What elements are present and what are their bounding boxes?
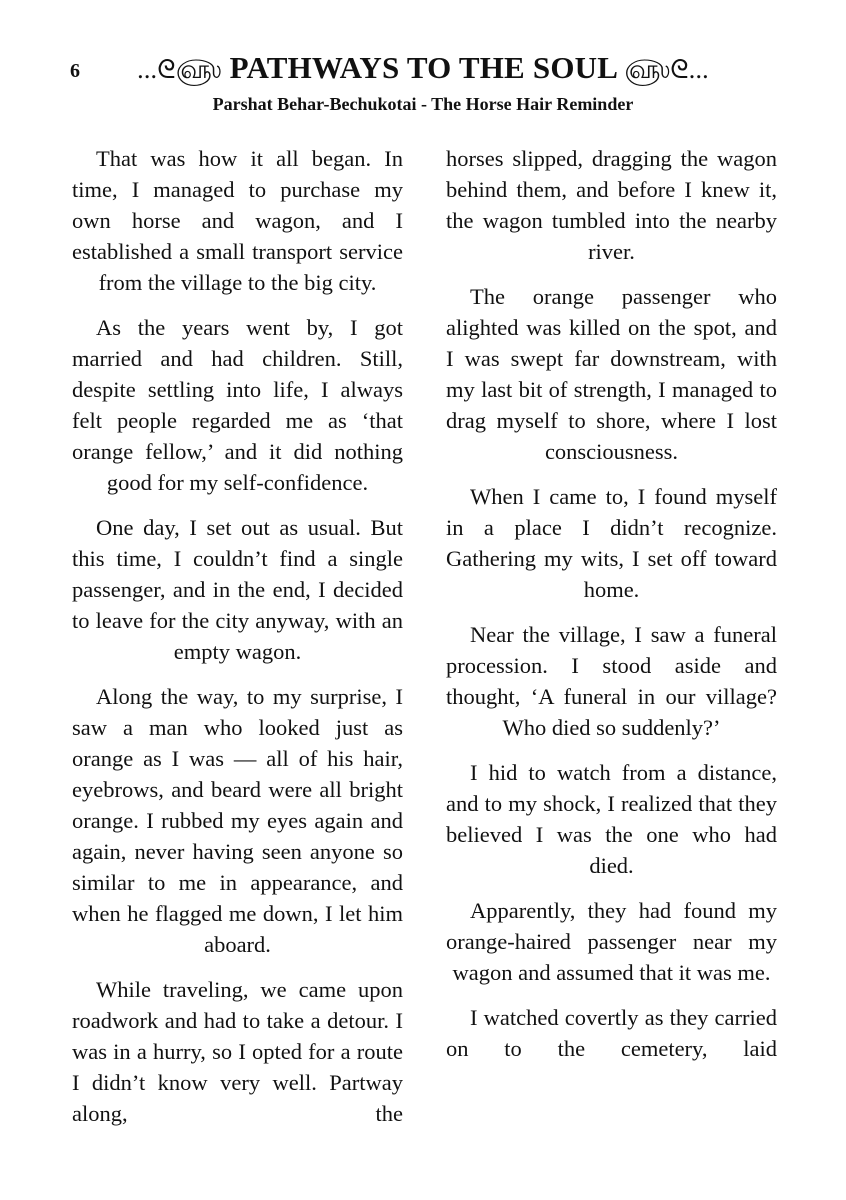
book-title: PATHWAYS TO THE SOUL (229, 50, 617, 85)
paragraph: That was how it all began. In time, I managed to purchase my own horse and wagon, and I established a small transport service from the village to the big city. (72, 146, 403, 295)
page-number: 6 (70, 60, 80, 82)
paragraph: While traveling, we came upon roadwork and had to take a detour. I was in a hurry, so I opted for a route I didn’t know very well. Partway along, the (72, 977, 403, 1126)
paragraph: I hid to watch from a distance, and to my shock, I realized that they believed I was the one who had died. (446, 760, 777, 878)
paragraph: When I came to, I found myself in a place I didn’t recognize. Gathering my wits, I set off toward home. (446, 484, 777, 602)
ornament-left-icon: ...ᘓ௵ (137, 55, 222, 84)
paragraph: Near the village, I saw a funeral procession. I stood aside and thought, ‘A funeral in our village? Who died so suddenly?’ (446, 622, 777, 740)
paragraph: One day, I set out as usual. But this time, I couldn’t find a single passenger, and in the end, I decided to leave for the city anyway, with an empty wagon. (72, 515, 403, 664)
paragraph: As the years went by, I got married and had children. Still, despite settling into life, I always felt people regarded me as ‘that orange fellow,’ and it did nothing good for my self-confidence. (72, 315, 403, 495)
paragraph: Apparently, they had found my orange-haired passenger near my wagon and assumed that it was me. (446, 898, 777, 985)
right-column (446, 143, 777, 1078)
left-column (72, 143, 403, 1143)
paragraph: horses slipped, dragging the wagon behind them, and before I knew it, the wagon tumbled into the nearby river. (446, 146, 777, 264)
running-title (0, 50, 846, 88)
paragraph: The orange passenger who alighted was killed on the spot, and I was swept far downstream, with my last bit of strength, I managed to drag myself to shore, where I lost consciousness. (446, 284, 777, 464)
paragraph: Along the way, to my surprise, I saw a man who looked just as orange as I was — all of his hair, eyebrows, and beard were all bright orange. I rubbed my eyes again and again, never having seen anyone so similar to me in appearance, and when he flagged me down, I let him aboard. (72, 684, 403, 957)
chapter-subtitle: Parshat Behar-Bechukotai - The Horse Hair Reminder (212, 94, 634, 114)
ornament-right-icon: ௵ᘓ... (624, 55, 709, 84)
paragraph: I watched covertly as they carried on to the cemetery, laid (446, 1005, 777, 1061)
